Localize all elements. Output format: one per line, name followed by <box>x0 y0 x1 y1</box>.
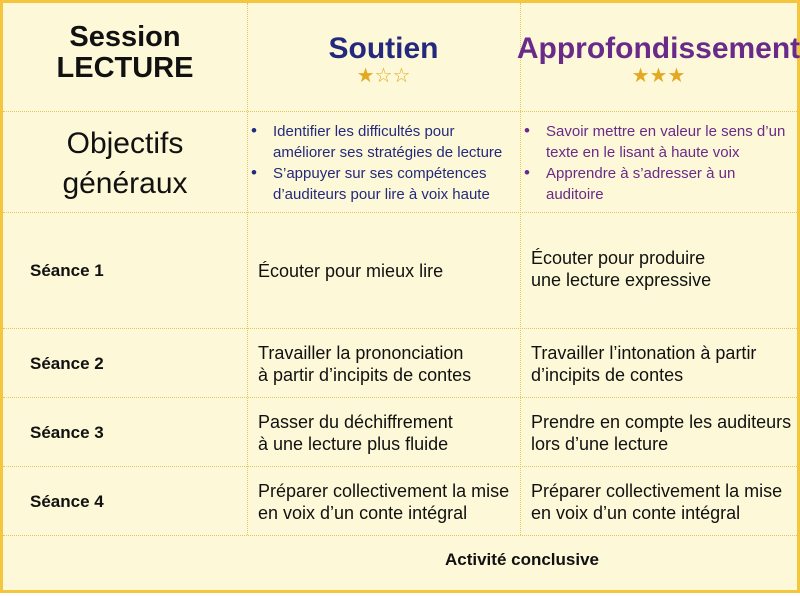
row-divider-session-2 <box>3 397 797 398</box>
soutien-objective-2: • S’appuyer sur ses compétences d’auditeurs pour lire à voix haute <box>251 163 517 205</box>
session-2-soutien-line-1: Travailler la prononciation <box>258 343 464 363</box>
approfondissement-objectives <box>524 121 794 205</box>
session-3-approfondissement-line-2: lors d’une lecture <box>531 434 669 454</box>
conclusion-label: Activité conclusive <box>444 550 599 569</box>
session-2-approfondissement-line-2: d’incipits de contes <box>531 365 684 385</box>
session-title-line-2: LECTURE <box>56 52 194 84</box>
session-1-approfondissement-line-1: Écouter pour produire <box>531 248 706 268</box>
session-3-approfondissement <box>531 411 793 455</box>
soutien-objectives <box>251 121 517 205</box>
approfondissement-stars: ★★★ <box>631 64 686 87</box>
row-divider-objectives <box>3 212 797 213</box>
session-3-approfondissement-line-1: Prendre en compte les auditeurs <box>531 412 792 432</box>
session-4-approfondissement <box>531 480 793 524</box>
approfondissement-header <box>516 31 800 87</box>
soutien-objective-1: • Identifier les difficultés pour améliorer ses stratégies de lecture <box>251 121 517 163</box>
session-4-soutien <box>258 480 513 524</box>
session-4-approfondissement-line-1: Préparer collectivement la mise <box>531 481 783 501</box>
lecture-session-table <box>3 3 800 590</box>
row-divider-session-3 <box>3 466 797 467</box>
session-1-label: Séance 1 <box>30 261 104 280</box>
approfondissement-objective-1: • Savoir mettre en valeur le sens d’un texte en le lisant à haute voix <box>524 121 794 163</box>
session-3-soutien-line-2: à une lecture plus fluide <box>258 434 449 454</box>
objectives-title-line-1: Objectifs <box>66 127 184 160</box>
session-1-approfondissement <box>531 247 793 291</box>
row-divider-session-4 <box>3 535 797 536</box>
session-2-approfondissement-line-1: Travailler l’intonation à partir <box>531 343 757 363</box>
row-divider-session-1 <box>3 328 797 329</box>
approfondissement-objective-2: • Apprendre à s’adresser à un auditoire <box>524 163 794 205</box>
session-title <box>3 21 247 85</box>
session-3-soutien <box>258 411 513 455</box>
session-1-soutien: Écouter pour mieux lire <box>258 261 444 281</box>
soutien-header <box>247 31 520 87</box>
session-3-label: Séance 3 <box>30 423 104 442</box>
session-4-label: Séance 4 <box>30 492 104 511</box>
approfondissement-title: Approfondissement <box>516 31 800 65</box>
session-2-soutien-line-2: à partir d’incipits de contes <box>258 365 472 385</box>
session-2-approfondissement <box>531 342 793 386</box>
session-2-soutien <box>258 342 513 386</box>
session-1-approfondissement-line-2: une lecture expressive <box>531 270 712 290</box>
soutien-stars: ★☆☆ <box>356 64 411 87</box>
session-4-soutien-line-1: Préparer collectivement la mise <box>258 481 510 501</box>
session-4-soutien-line-2: en voix d’un conte intégral <box>258 503 468 523</box>
session-4-approfondissement-line-2: en voix d’un conte intégral <box>531 503 741 523</box>
objectives-title-line-2: généraux <box>62 167 188 200</box>
session-2-label: Séance 2 <box>30 354 104 373</box>
column-divider-left <box>247 3 248 535</box>
session-3-soutien-line-1: Passer du déchiffrement <box>258 412 453 432</box>
objectives-title <box>3 126 247 202</box>
row-divider-header <box>3 111 797 112</box>
soutien-title: Soutien <box>328 31 439 65</box>
session-title-line-1: Session <box>69 21 181 53</box>
